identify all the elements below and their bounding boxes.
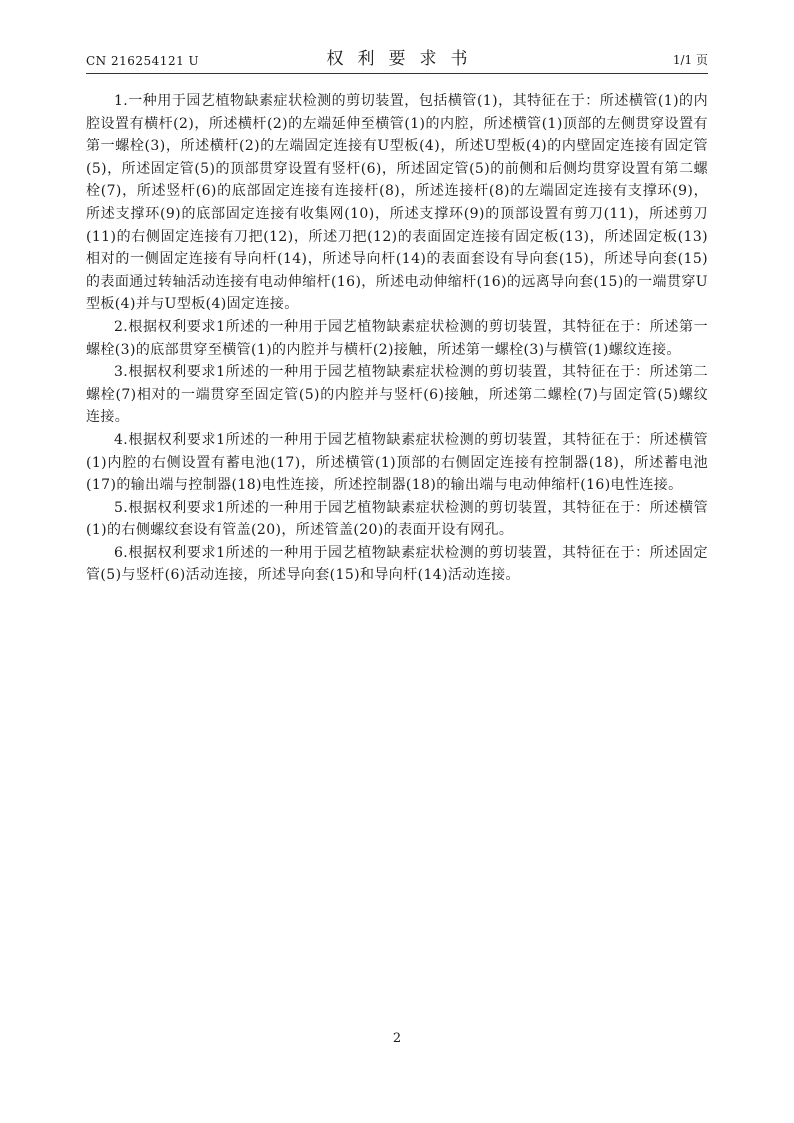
publication-number: CN 216254121 U xyxy=(86,54,200,68)
page-indicator: 1/1 页 xyxy=(672,53,708,67)
claims-body xyxy=(86,90,708,587)
claim-2: 2.根据权利要求1所述的一种用于园艺植物缺素症状检测的剪切装置，其特征在于：所述第一螺栓(3)的底部贯穿至横管(1)的内腔并与横杆(2)接触，所述第一螺栓(3)与横管(1)螺纹连接。 xyxy=(86,318,708,358)
page-number: 2 xyxy=(392,1031,402,1046)
page-header xyxy=(86,46,708,72)
claim-6: 6.根据权利要求1所述的一种用于园艺植物缺素症状检测的剪切装置，其特征在于：所述固定管(5)与竖杆(6)活动连接，所述导向套(15)和导向杆(14)活动连接。 xyxy=(86,544,708,584)
claim-4: 4.根据权利要求1所述的一种用于园艺植物缺素症状检测的剪切装置，其特征在于：所述横管(1)内腔的右侧设置有蓄电池(17)，所述横管(1)顶部的右侧固定连接有控制器(18)，所述蓄电池(17)的输出端与控制器(18)电性连接，所述控制器(18)的输出端与电动伸缩杆(16)电性连接。 xyxy=(86,431,708,494)
header-divider xyxy=(86,73,708,74)
claim-5: 5.根据权利要求1所述的一种用于园艺植物缺素症状检测的剪切装置，其特征在于：所述横管(1)的右侧螺纹套设有管盖(20)，所述管盖(20)的表面开设有网孔。 xyxy=(86,499,708,539)
document-title: 权利要求书 xyxy=(326,49,482,69)
claim-3: 3.根据权利要求1所述的一种用于园艺植物缺素症状检测的剪切装置，其特征在于：所述第二螺栓(7)相对的一端贯穿至固定管(5)的内腔并与竖杆(6)接触，所述第二螺栓(7)与固定管(5)螺纹连接。 xyxy=(86,364,708,426)
claim-1: 1.一种用于园艺植物缺素症状检测的剪切装置，包括横管(1)，其特征在于：所述横管(1)的内腔设置有横杆(2)，所述横杆(2)的左端延伸至横管(1)的内腔，所述横管(1)顶部的左侧贯穿设置有第一螺栓(3)，所述横杆(2)的左端固定连接有U型板(4)，所述U型板(4)的内壁固定连接有固定管(5)，所述固定管(5)的顶部贯穿设置有竖杆(6)，所述固定管(5)的前侧和后侧均贯穿设置有第二螺栓(7)，所述竖杆(6)的底部固定连接有连接杆(8)，所述连接杆(8)的左端固定连接有支撑环(9)，所述支撑环(9)的底部固定连接有收集网(10)，所述支撑环(9)的顶部设置有剪刀(11)，所述剪刀(11)的右侧固定连接有刀把(12)，所述刀把(12)的表面固定连接有固定板(13)，所述固定板(13)相对的一侧固定连接有导向杆(14)，所述导向杆(14)的表面套设有导向套(15)，所述导向套(15)的表面通过转轴活动连接有电动伸缩杆(16)，所述电动伸缩杆(16)的远离导向套(15)的一端贯穿U型板(4)并与U型板(4)固定连接。 xyxy=(86,93,708,313)
